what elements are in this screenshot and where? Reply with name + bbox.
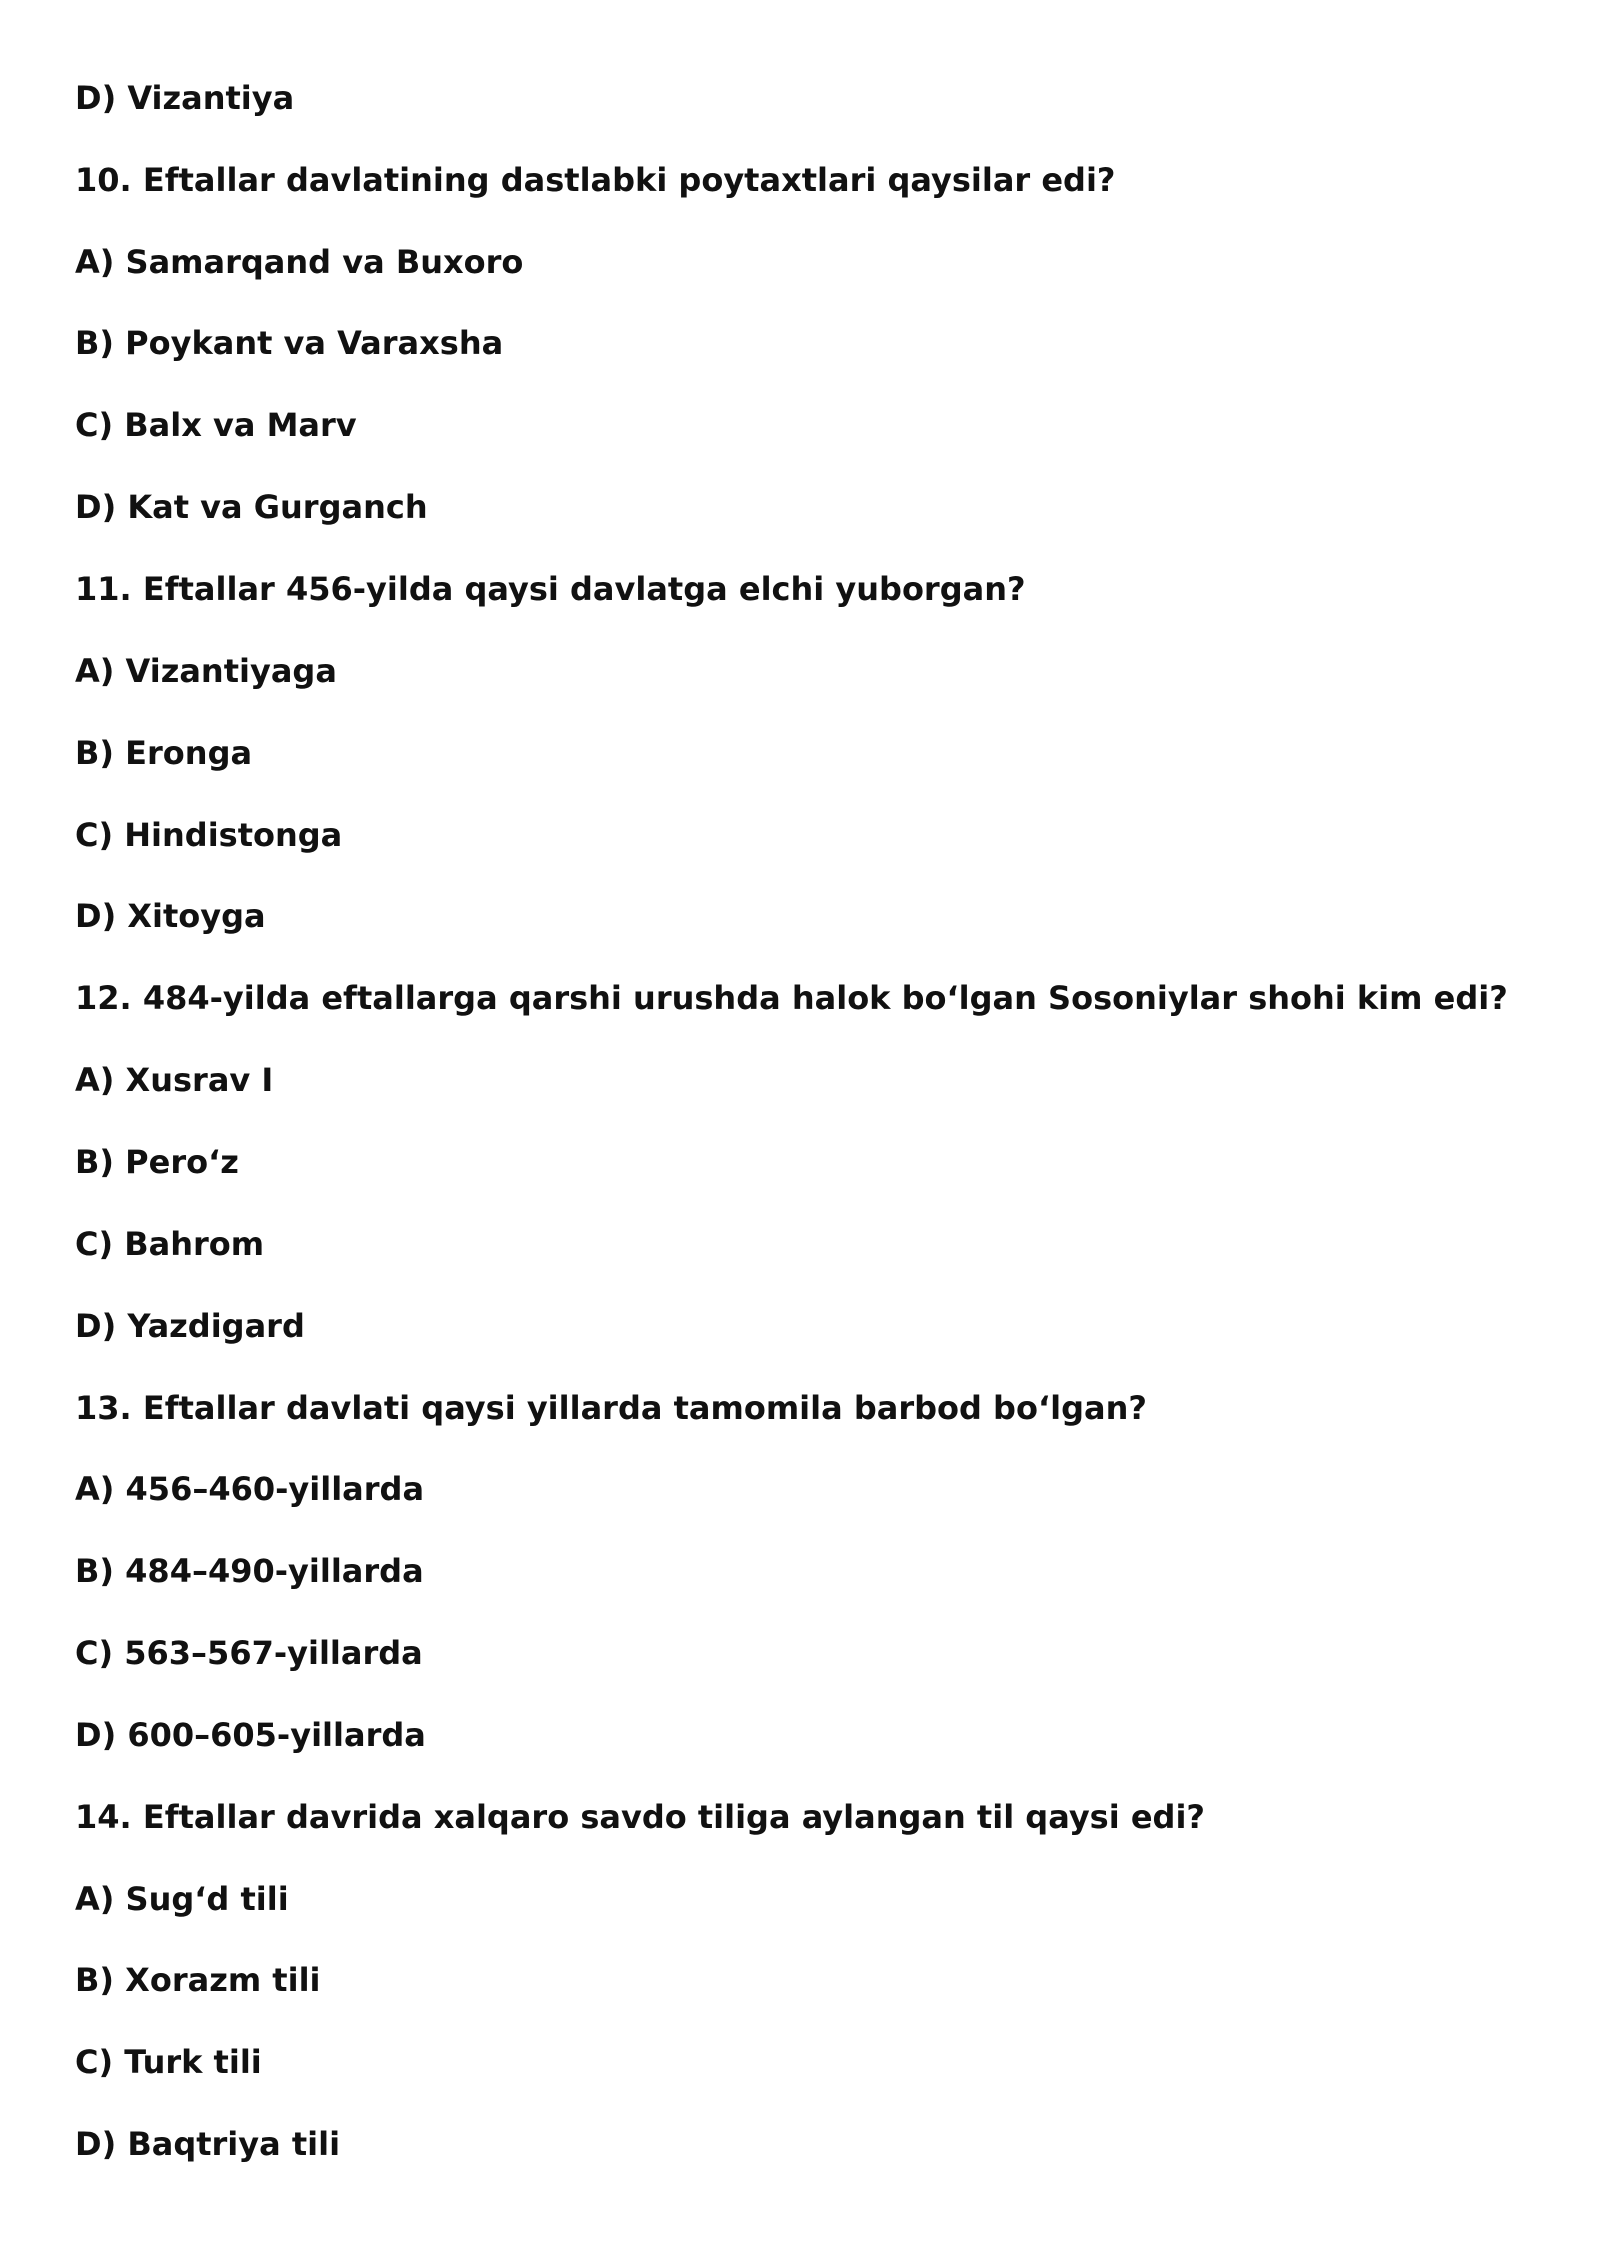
option-a-q11: A) Vizantiyaga (75, 652, 337, 690)
option-d-q11: D) Xitoyga (75, 897, 266, 935)
question-12: 12. 484-yilda eftallarga qarshi urushda halok bo‘lgan Sosoniylar shohi kim edi? (75, 979, 1508, 1017)
option-a-q10: A) Samarqand va Buxoro (75, 243, 524, 281)
option-c-q12: C) Bahrom (75, 1225, 265, 1263)
option-a-q14: A) Sug‘d tili (75, 1880, 289, 1918)
option-a-q13: A) 456–460-yillarda (75, 1470, 425, 1508)
option-b-q12: B) Pero‘z (75, 1143, 239, 1181)
option-c-q10: C) Balx va Marv (75, 406, 357, 444)
option-b-q14: B) Xorazm tili (75, 1961, 321, 1999)
option-c-q11: C) Hindistonga (75, 816, 343, 854)
question-10: 10. Eftallar davlatining dastlabki poytaxtlari qaysilar edi? (75, 161, 1116, 199)
option-d-q9: D) Vizantiya (75, 79, 295, 117)
option-d-q13: D) 600–605-yillarda (75, 1716, 426, 1754)
option-d-q14: D) Baqtriya tili (75, 2125, 341, 2163)
option-c-q14: C) Turk tili (75, 2043, 262, 2081)
question-13: 13. Eftallar davlati qaysi yillarda tamomila barbod bo‘lgan? (75, 1389, 1147, 1427)
option-d-q10: D) Kat va Gurganch (75, 488, 428, 526)
question-14: 14. Eftallar davrida xalqaro savdo tiliga aylangan til qaysi edi? (75, 1798, 1205, 1836)
option-d-q12: D) Yazdigard (75, 1307, 305, 1345)
option-c-q13: C) 563–567-yillarda (75, 1634, 423, 1672)
option-a-q12: A) Xusrav I (75, 1061, 274, 1099)
option-b-q11: B) Eronga (75, 734, 253, 772)
option-b-q13: B) 484–490-yillarda (75, 1552, 424, 1590)
option-b-q10: B) Poykant va Varaxsha (75, 324, 504, 362)
question-11: 11. Eftallar 456-yilda qaysi davlatga elchi yuborgan? (75, 570, 1026, 608)
